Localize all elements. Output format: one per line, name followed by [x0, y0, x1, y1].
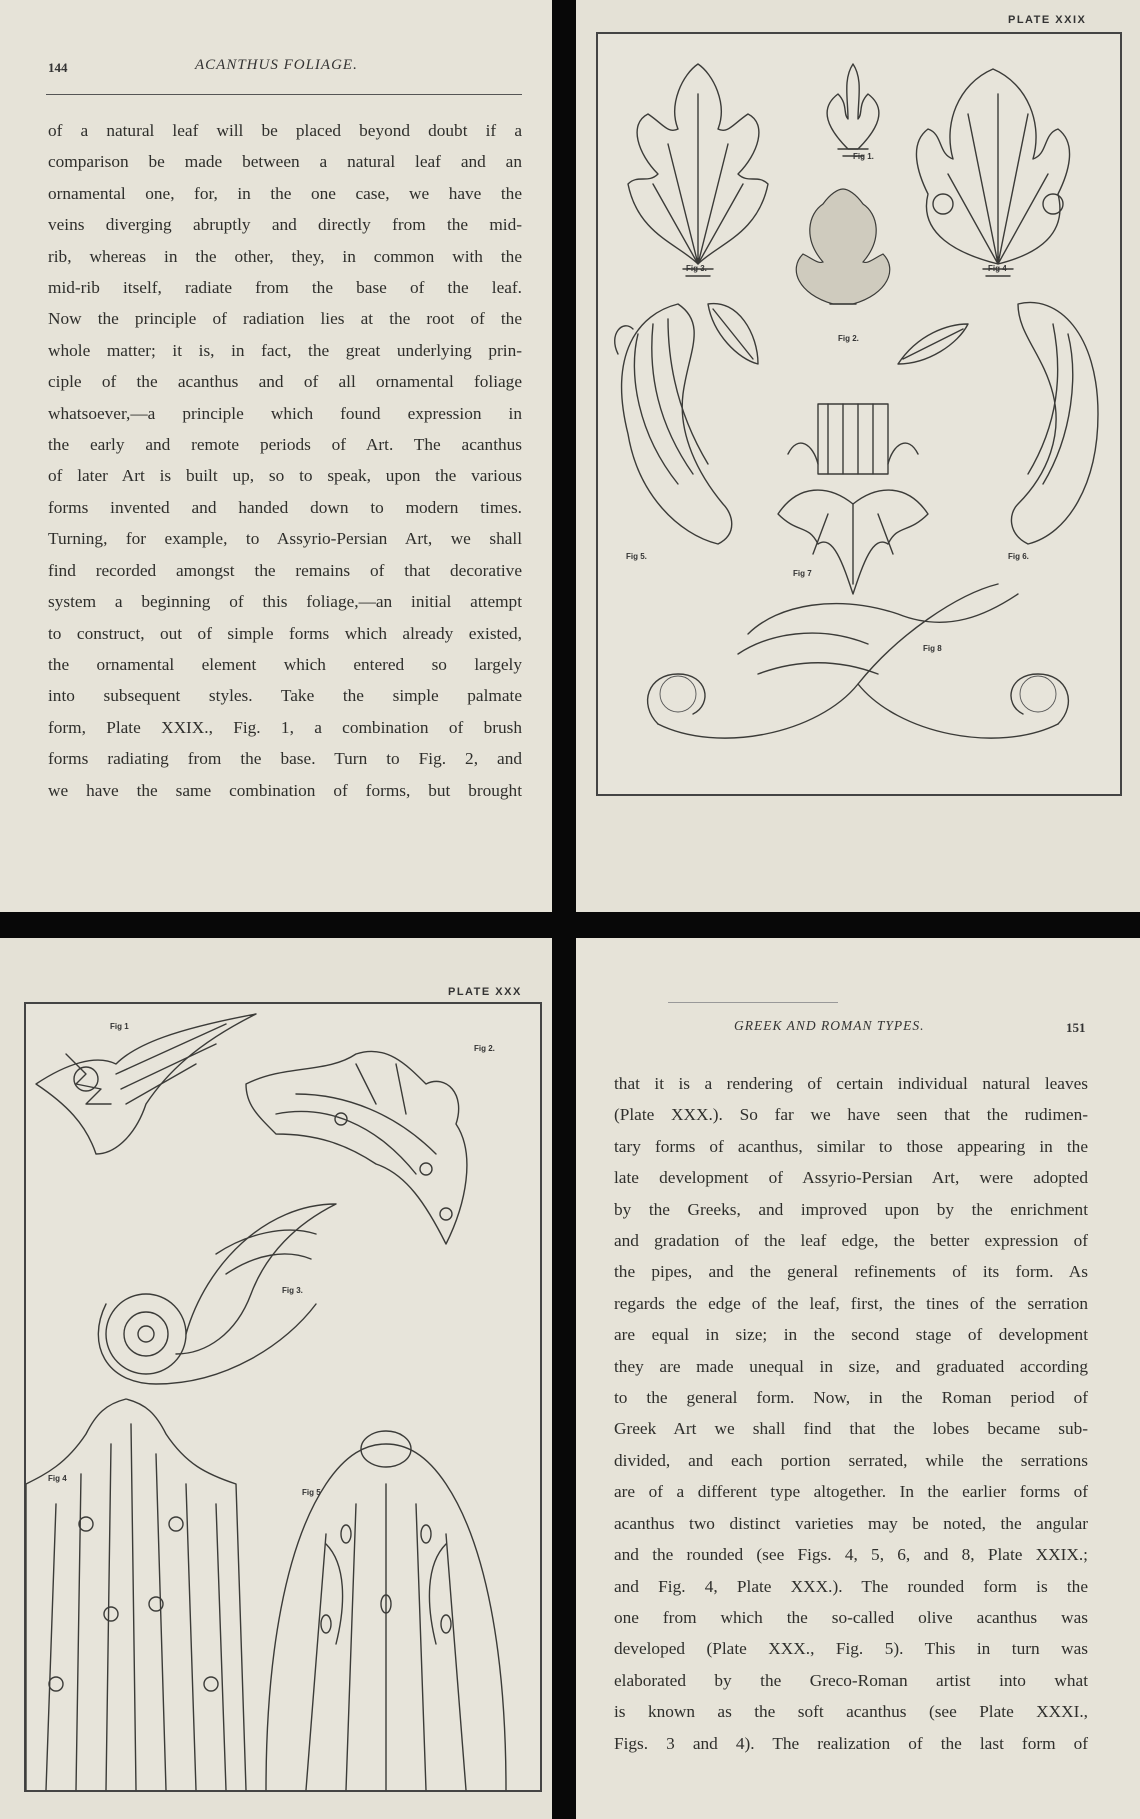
text-line: comparison be made between a natural leaf and an — [48, 152, 522, 172]
text-line: that it is a rendering of certain individual natural leaves — [614, 1074, 1088, 1093]
fig-label: Fig 3. — [686, 264, 707, 273]
fig3-palmate-leaf — [628, 64, 768, 276]
text-line: acanthus two distinct varieties may be noted, the angular — [614, 1513, 1088, 1533]
plate-xxx-page — [0, 938, 552, 1819]
text-line: forms invented and handed down to modern times. — [48, 497, 522, 517]
text-line: they are made unequal in size, and graduated according — [614, 1356, 1088, 1376]
fig-label: Fig 1. — [853, 152, 874, 161]
fig4-acanthus-leaf — [26, 1399, 246, 1790]
plate-label: PLATE XXX — [448, 986, 522, 998]
text-line: ornamental one, for, in the one case, we have the — [48, 183, 522, 203]
fig-label: Fig 6. — [1008, 552, 1029, 561]
text-line: whatsoever,—a principle which found expression in — [48, 403, 522, 423]
text-line: system a beginning of this foliage,—an initial attempt — [48, 592, 522, 612]
text-line: of later Art is built up, so to speak, upon the various — [48, 466, 522, 486]
text-line: find recorded amongst the remains of that decorative — [48, 560, 522, 580]
text-line: the ornamental element which entered so largely — [48, 654, 522, 674]
body-text — [48, 115, 522, 806]
fig-label: Fig 8 — [923, 644, 942, 653]
text-line: developed (Plate XXX., Fig. 5). This in turn was — [614, 1639, 1088, 1659]
text-line: whole matter; it is, in fact, the great underlying prin- — [48, 340, 522, 360]
right-page-151 — [576, 938, 1140, 1819]
text-line: are equal in size; in the second stage of development — [614, 1325, 1088, 1345]
fig2-leaf — [246, 1051, 467, 1244]
plate-xxx-illustration — [26, 1004, 540, 1790]
text-line: one from which the so-called olive acanthus was — [614, 1607, 1088, 1627]
text-line: are of a different type altogether. In the earlier forms of — [614, 1482, 1088, 1502]
text-line: ciple of the acanthus and of all ornamental foliage — [48, 372, 522, 392]
small-leaf-left — [708, 304, 758, 364]
fig-label: Fig 4 — [48, 1474, 67, 1483]
text-line: veins diverging abruptly and directly from the mid- — [48, 215, 522, 235]
fig-label: Fig 3. — [282, 1286, 303, 1295]
running-head: ACANTHUS FOLIAGE. — [195, 57, 358, 73]
text-line: (Plate XXX.). So far we have seen that the rudimen- — [614, 1105, 1088, 1125]
text-line: Now the principle of radiation lies at the root of the — [48, 309, 522, 329]
plate-label: PLATE XXIX — [1008, 14, 1087, 26]
text-line: and the rounded (see Figs. 4, 5, 6, and 8, Plate XXIX.; — [614, 1545, 1088, 1565]
text-line: late development of Assyrio-Persian Art, were adopted — [614, 1168, 1088, 1188]
text-line: the pipes, and the general refinements of its form. As — [614, 1262, 1088, 1282]
fig2-shaded-fleur — [796, 189, 890, 304]
text-line: form, Plate XXIX., Fig. 1, a combination of brush — [48, 717, 522, 737]
body-text — [614, 1068, 1088, 1759]
fig-label: Fig 1 — [110, 1022, 129, 1031]
fig-label: Fig 2. — [838, 334, 859, 343]
text-line: Turning, for example, to Assyrio-Persian Art, we shall — [48, 529, 522, 549]
fig7-central-ornament — [778, 404, 928, 594]
fig-label: Fig 7 — [793, 569, 812, 578]
header-rule — [46, 94, 522, 95]
text-line: by the Greeks, and improved upon by the enrichment — [614, 1199, 1088, 1219]
page-number: 151 — [1066, 1020, 1086, 1035]
text-line: rib, whereas in the other, they, in common with the — [48, 246, 522, 266]
text-line: of a natural leaf will be placed beyond doubt if a — [48, 121, 522, 140]
text-line: the early and remote periods of Art. The acanthus — [48, 435, 522, 455]
fig1-spiky-leaf — [36, 1014, 256, 1154]
text-line: tary forms of acanthus, similar to those appearing in the — [614, 1136, 1088, 1156]
text-line: we have the same combination of forms, but brought — [48, 780, 522, 800]
text-line: divided, and each portion serrated, while the serrations — [614, 1450, 1088, 1470]
plate-frame — [596, 32, 1122, 796]
plate-xxix-page — [576, 0, 1140, 912]
small-leaf-right — [898, 324, 968, 364]
text-line: to construct, out of simple forms which already existed, — [48, 623, 522, 643]
text-line: and gradation of the leaf edge, the better expression of — [614, 1231, 1088, 1251]
text-line: forms radiating from the base. Turn to Fig. 2, and — [48, 749, 522, 769]
fig5-olive-acanthus — [266, 1431, 506, 1790]
fig-label: Fig 5 — [302, 1488, 321, 1497]
text-line: is known as the soft acanthus (see Plate XXXI., — [614, 1702, 1088, 1722]
fig1-fleur — [827, 64, 879, 156]
plate-frame — [24, 1002, 542, 1792]
text-line: to the general form. Now, in the Roman period of — [614, 1388, 1088, 1408]
left-page-144 — [0, 0, 552, 912]
text-line: into subsequent styles. Take the simple palmate — [48, 686, 522, 706]
text-line: elaborated by the Greco-Roman artist into what — [614, 1670, 1088, 1690]
text-line: Figs. 3 and 4). The realization of the last form of — [614, 1733, 1088, 1753]
text-line: and Fig. 4, Plate XXX.). The rounded form is the — [614, 1576, 1088, 1596]
fig-label: Fig 2. — [474, 1044, 495, 1053]
fig5-scroll-leaf — [615, 304, 732, 544]
running-head: GREEK AND ROMAN TYPES. — [734, 1018, 925, 1033]
header-ornament-rule — [668, 1002, 838, 1003]
fig8-bottom-scroll — [648, 584, 1069, 738]
plate-xxix-illustration — [598, 34, 1120, 794]
text-line: Greek Art we shall find that the lobes became sub- — [614, 1419, 1088, 1439]
text-line: regards the edge of the leaf, first, the tines of the serration — [614, 1293, 1088, 1313]
text-line: mid-rib itself, radiate from the base of the leaf. — [48, 278, 522, 298]
fig-label: Fig 5. — [626, 552, 647, 561]
page-number: 144 — [48, 60, 68, 75]
fig6-scroll-leaf — [1011, 302, 1098, 544]
fig-label: Fig 4 — [988, 264, 1007, 273]
fig4-rounded-leaf — [916, 69, 1069, 276]
